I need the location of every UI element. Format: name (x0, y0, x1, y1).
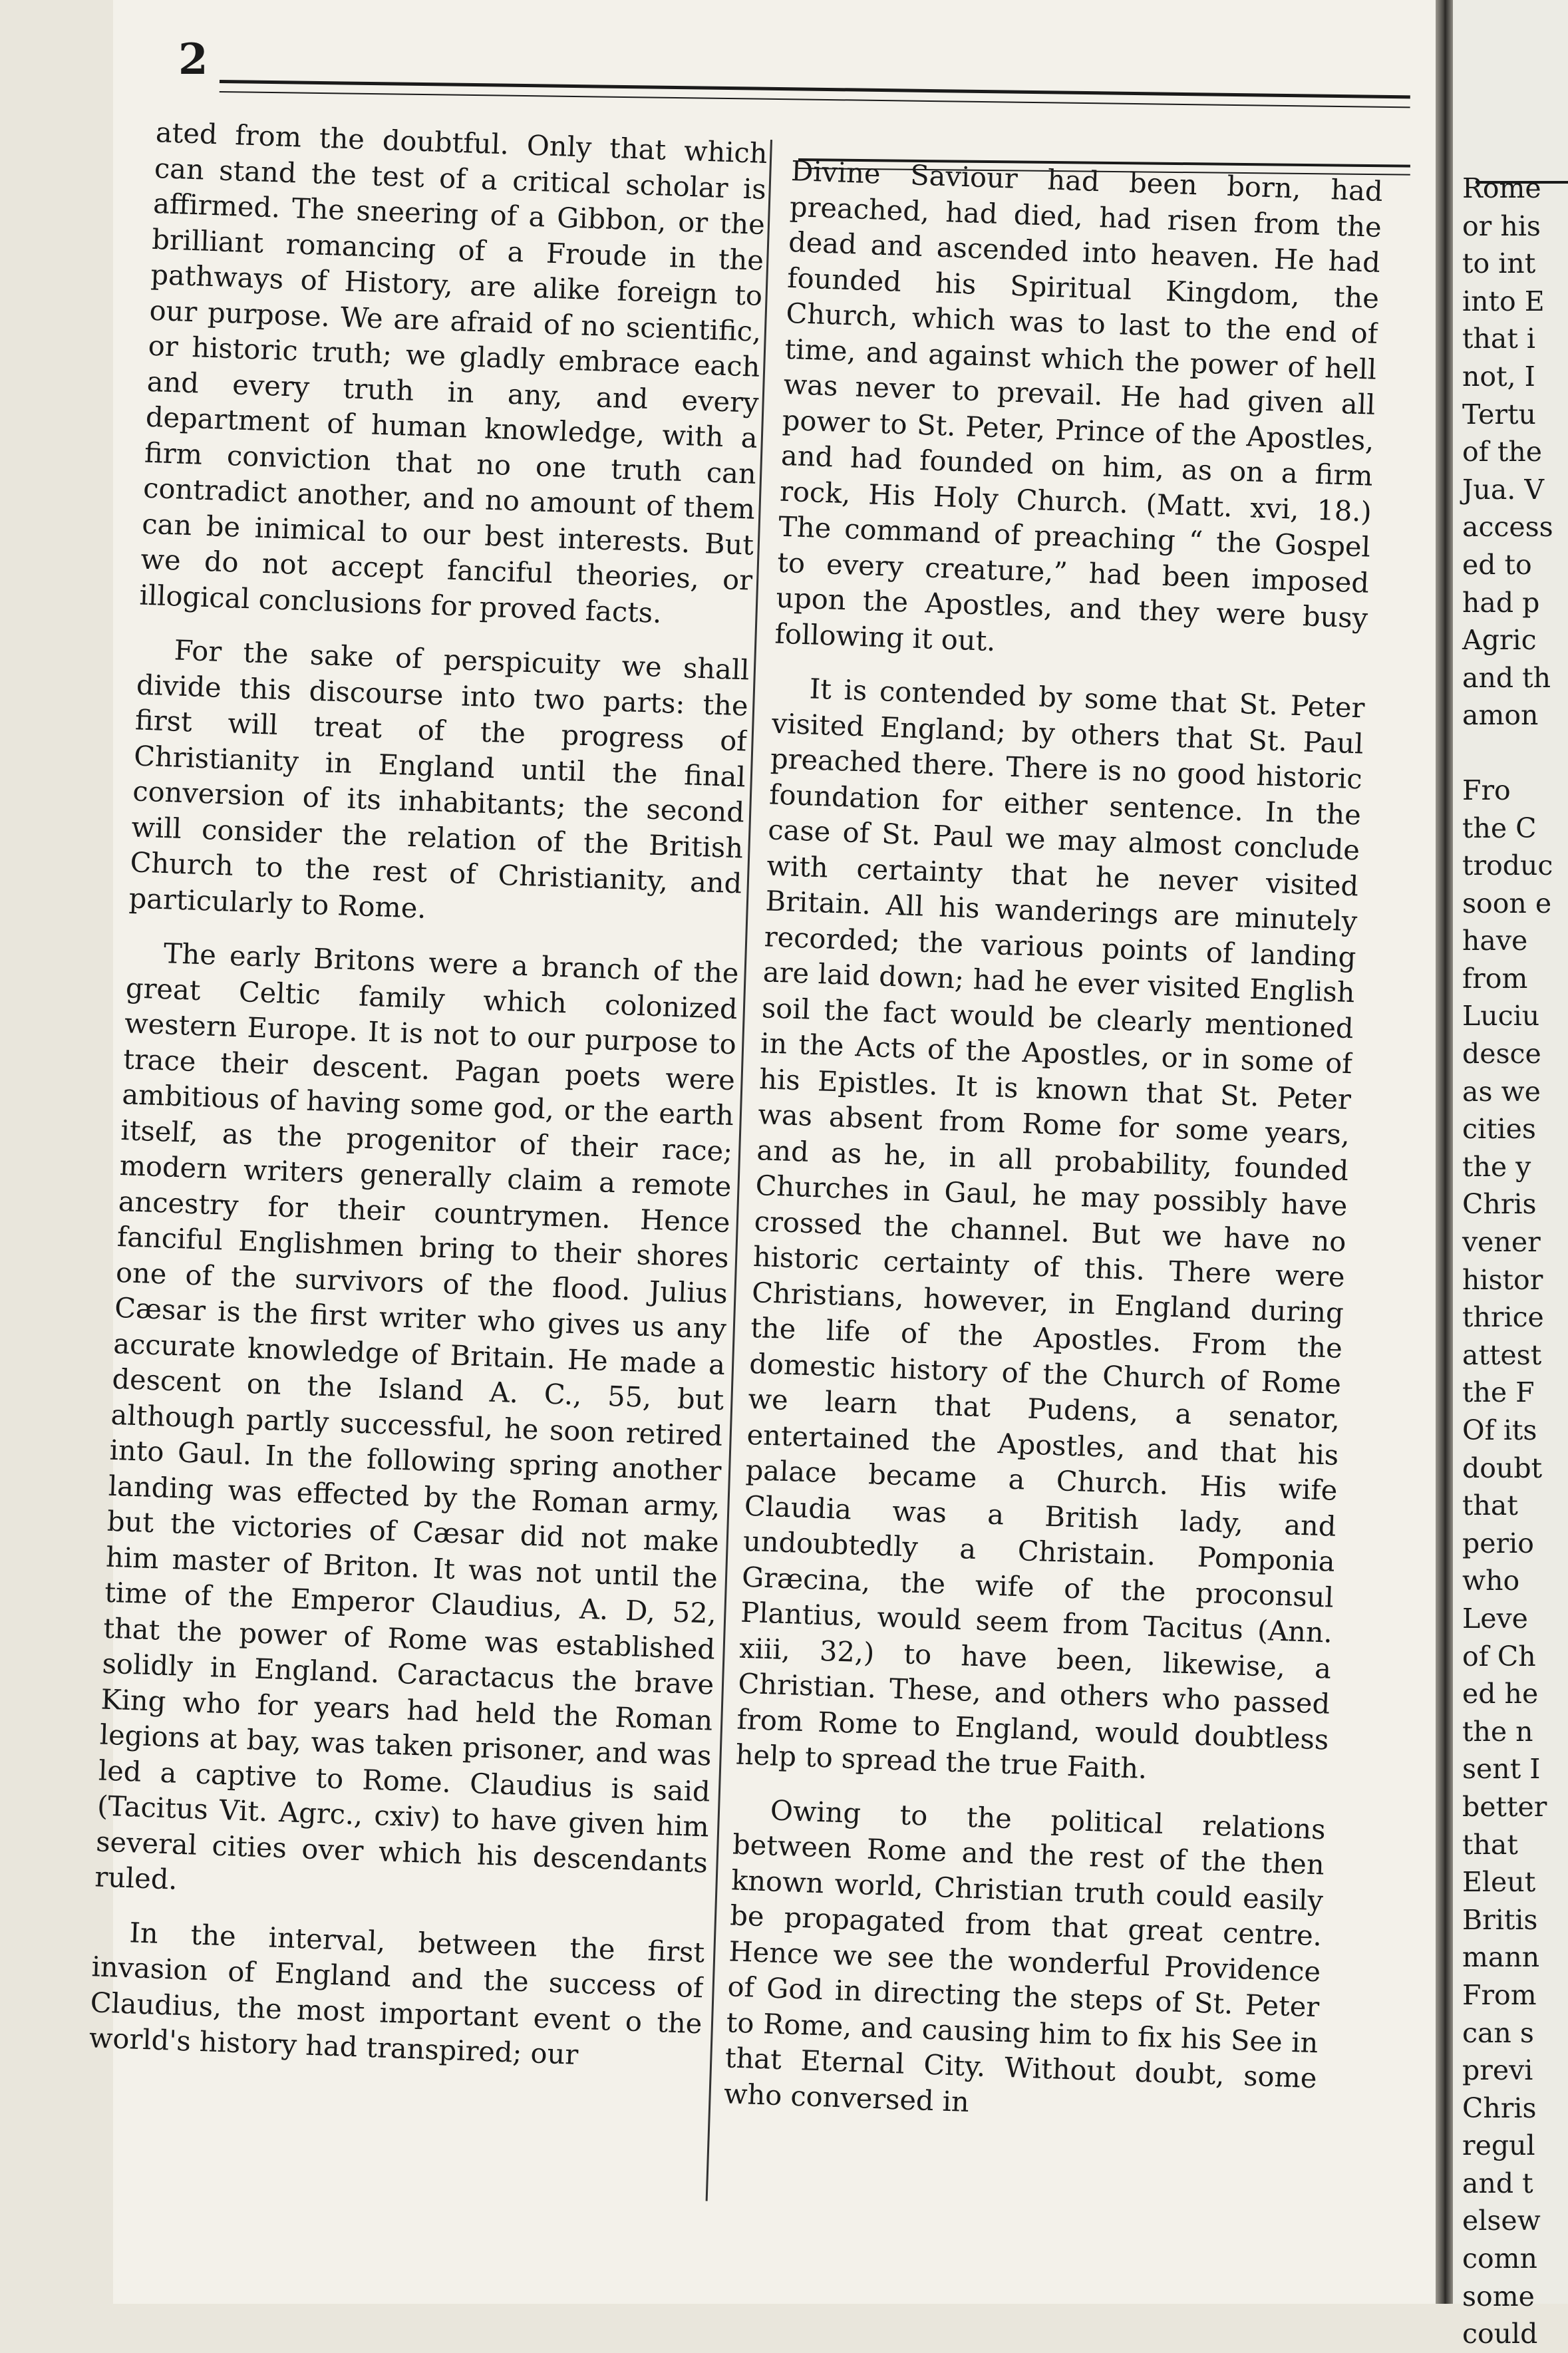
paragraph: It is contended by some that St. Peter visited England; by others that St. Paul preached there. There is no good historic foundation for either sentence. In the case of St. Paul we may almost conclude with certainty that he never visited Britain. All his wanderings are minutely recorded; the various points of landing are laid down; had he ever visited English soil the fact would be clearly mentioned in the Acts of the Apostles, or in some of his Epistles. It is known that St. Peter was absent from Rome for some years, and as he, in all probability, founded Churches in Gaul, he may possibly have crossed the channel. But we have no historic certainty of this. There were Christians, however, in England during the life of the Apostles. From the domestic history of the Church of Rome we learn that Pudens, a senator, entertained the Apostles, and that his palace became a Church. His wife Claudia was a British lady, and undoubtedly a Christain. Pomponia Græcina, the wife of the proconsul Plantius, would seem from Tacitus (Ann. xiii, 32,) to have been, likewise, a Christian. These, and others who passed from Rome to England, would doubtless help to spread the true Faith. (735, 672, 1366, 1786)
facing-page-line: Luciu (1462, 1000, 1540, 1032)
facing-page-line: Of its (1462, 1414, 1537, 1446)
facing-page-line: histor (1462, 1263, 1543, 1296)
facing-page-line: the F (1462, 1376, 1535, 1409)
facing-page-line: thrice (1462, 1301, 1544, 1334)
facing-page-line: who (1462, 1565, 1520, 1597)
facing-page-line: could (1462, 2318, 1538, 2350)
facing-page-line: doubt (1462, 1452, 1543, 1484)
facing-page-line: and t (1462, 2167, 1533, 2199)
facing-page-line: that (1462, 1828, 1518, 1861)
paragraph: The early Britons were a branch of the great Celtic family which colonized western Europe. It is not to our purpose to trace their descent. Pagan poets were ambitious of having some god, or the earth itself, as the progenitor of their race; modern writers generally claim a remote ancestry for their countrymen. Hence fanciful Englishmen bring to their shores one of the survivors of the flood. Julius Cæsar is the first writer who gives us any accurate knowledge of Britain. He made a descent on the Island A. C., 55, but although partly successful, he soon retired into Gaul. In the following spring another landing was effected by the Roman army, but the victories of Cæsar did not make him master of Briton. It was not until the time of the Emperor Claudius, A. D, 52, that the power of Rome was established solidly in England. Caractacus the brave King who for years had held the Roman legions at bay, was taken prisoner, and was led a captive to Rome. Claudius is said (Tacitus Vit. Agrc., cxiv) to have given him several cities over which his descendants ruled. (94, 937, 740, 1896)
facing-page-line: cities (1462, 1113, 1536, 1146)
facing-page-line: better (1462, 1790, 1547, 1823)
facing-page-line: amon (1462, 699, 1539, 732)
facing-page-line: of Ch (1462, 1640, 1536, 1672)
facing-page-line: to int (1462, 247, 1536, 280)
facing-page-line: had p (1462, 586, 1540, 619)
facing-page-line: elsew (1462, 2205, 1541, 2237)
facing-page-line: Agric (1462, 624, 1537, 657)
facing-page-line: From (1462, 1978, 1537, 2011)
facing-page-line: soon e (1462, 887, 1552, 919)
facing-page-line: some (1462, 2280, 1535, 2312)
facing-page-line: into E (1462, 285, 1545, 317)
facing-page-line: access (1462, 511, 1553, 544)
facing-page-line: or his (1462, 210, 1541, 242)
facing-page-fragments (1462, 170, 1553, 2353)
facing-page-line: mann (1462, 1941, 1540, 1974)
facing-page-line: Rome (1462, 172, 1541, 204)
facing-page-line: Jua. V (1462, 473, 1544, 506)
facing-page-line: ed he (1462, 1678, 1539, 1710)
paragraph: Owing to the political relations between Rome and the rest of the then known world, Christian truth could easily be propagated from that great centre. Hence we see the wonderful Providence of God in directing the steps of St. Peter to Rome, and causing him to fix his See in that Eternal City. Without doubt, some who conversed in (723, 1793, 1327, 2118)
paragraph: In the interval, between the first invasion of England and the success of Claudius, the most important event o the world's history had transpired; our (88, 1915, 705, 2071)
facing-page-line: can s (1462, 2016, 1534, 2049)
right-column (717, 153, 1383, 2301)
facing-page-line: Leve (1462, 1602, 1528, 1635)
paragraph: ated from the doubtful. Only that which can stand the test of a critical scholar is affirmed. The sneering of a Gibbon, or the brilliant romancing of a Froude in the pathways of History, are alike foreign to our purpose. We are afraid of no scientific, or historic truth; we gladly embrace each and every truth in any, and every department of human knowledge, with a firm conviction that no one truth can contradict another, and no amount of them can be inimical to our best interests. But we do not accept fanciful theories, or illogical conclusions for proved facts. (138, 115, 768, 629)
paragraph: For the sake of perspicuity we shall divide this discourse into two parts: the first will treat of the progress of Christianity in England until the final conversion of its inhabitants; the second will consider the relation of the British Church to the rest of Christianity, and particularly to Rome. (128, 633, 750, 925)
facing-page-line: Tertu (1462, 398, 1536, 430)
facing-page-line: the y (1462, 1150, 1531, 1183)
facing-page-line: Fro (1462, 774, 1511, 806)
facing-page-line: comn (1462, 2243, 1537, 2275)
facing-page-line: ed to (1462, 548, 1532, 581)
paragraph: Divine Saviour had been born, had preached, had died, had risen from the dead and ascended into heaven. He had founded his Spiritual Kingdom, the Church, which was to last to the end of time, and against which the power of hell was never to prevail. He had given all power to St. Peter, Prince of the Apostles, and had founded on him, as on a firm rock, His Holy Church. (Matt. xvi, 18.) The command of preaching “ the Gospel to every creature,” had been imposed upon the Apostles, and they were busy following it out. (774, 154, 1384, 657)
page-gutter (1436, 0, 1453, 2304)
facing-page-line: have (1462, 925, 1528, 957)
facing-page-line: that i (1462, 323, 1535, 355)
facing-page-line: the n (1462, 1715, 1533, 1748)
facing-page-line (1462, 734, 1553, 772)
facing-page-line: and th (1462, 661, 1551, 694)
facing-page-line: attest (1462, 1338, 1542, 1371)
facing-page-line: of the (1462, 436, 1543, 468)
left-column (82, 114, 768, 2263)
facing-page-line: as we (1462, 1075, 1541, 1108)
facing-page-line: regul (1462, 2129, 1535, 2162)
facing-page-line: troduc (1462, 850, 1553, 882)
facing-page-line: the C (1462, 812, 1537, 844)
facing-page-line: that (1462, 1490, 1518, 1522)
facing-page-line: vener (1462, 1226, 1541, 1259)
facing-page-line: desce (1462, 1038, 1541, 1070)
facing-page-line: not, I (1462, 360, 1535, 392)
facing-page-line: perio (1462, 1527, 1534, 1559)
facing-page-line: Eleut (1462, 1866, 1536, 1899)
facing-page-line: Britis (1462, 1903, 1538, 1936)
facing-page-line: Chris (1462, 1188, 1537, 1221)
facing-page-line: from (1462, 962, 1528, 995)
facing-page-line: Chris (1462, 2092, 1537, 2124)
facing-page-line: previ (1462, 2054, 1533, 2087)
facing-page-line: sent I (1462, 1753, 1541, 1786)
page-number: 2 (178, 35, 208, 84)
